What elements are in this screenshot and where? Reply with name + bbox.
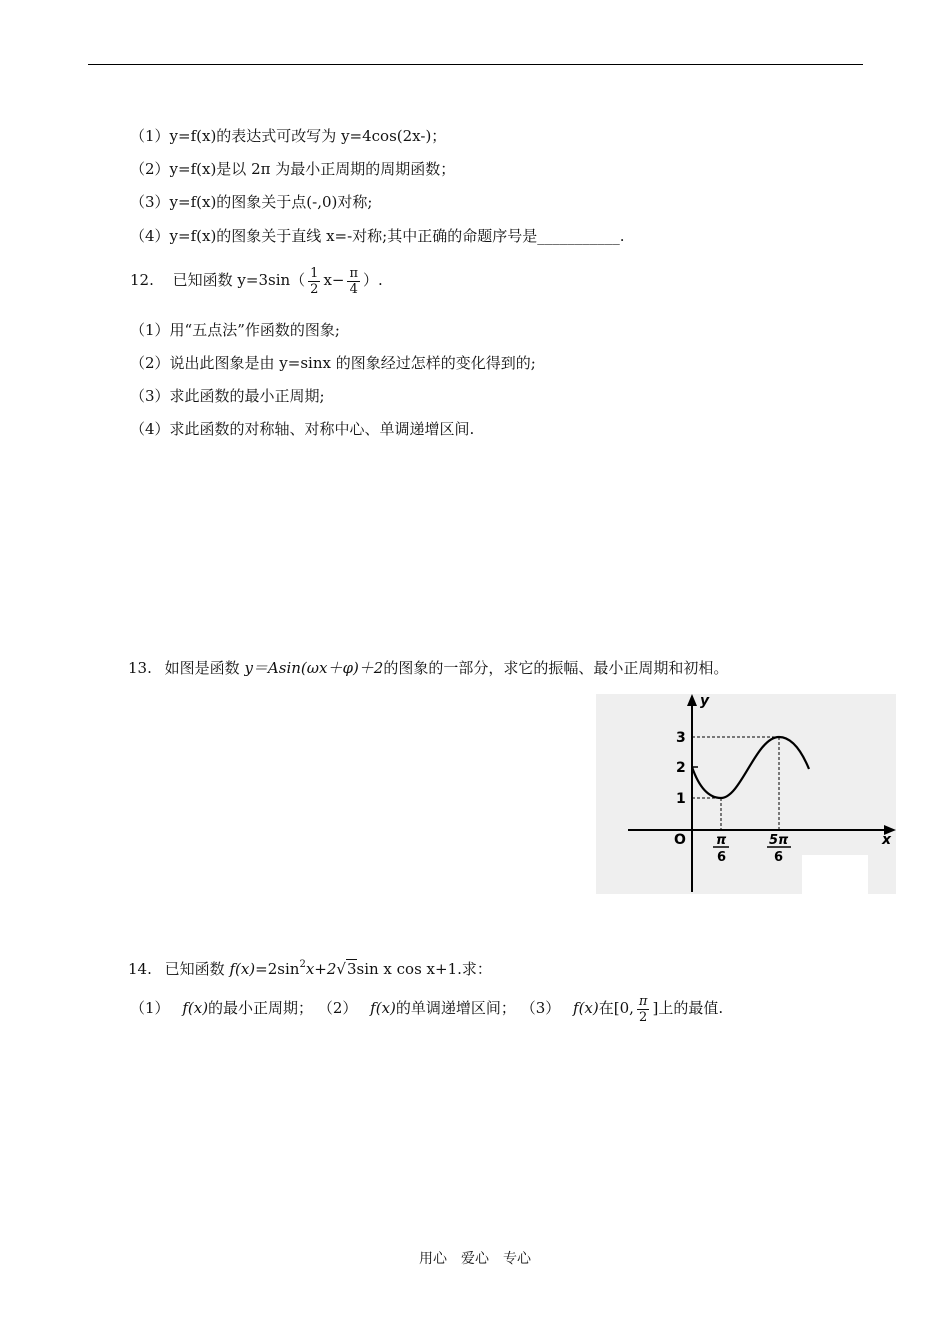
q14-tail: sin x cos x+1. [356,960,462,978]
q14-f: f(x) [229,960,256,978]
q12-prefix: 已知函数 y=3sin（ [172,271,306,289]
sine-curve [692,737,809,798]
x-axis-label: x [882,832,892,848]
q11-item-4: （4）y=f(x)的图象关于直线 x=-对称;其中正确的命题序号是___________. [130,227,625,245]
q12-question [130,262,383,298]
q14-eq: =2sin [255,960,300,978]
q14-root-sign: √ [336,960,346,978]
q13-question [128,658,728,678]
y-axis-label: y [700,694,710,709]
q14-ask: 求： [461,960,492,978]
q13-number: 13. [128,659,152,677]
q14-p3-f: f(x) [573,999,599,1017]
q14-p1: （1） [130,999,170,1017]
q14-frac-pi2: $\frac{\pi}{2}$ [638,993,648,1025]
y-axis-arrow [687,694,697,706]
q12-frac-pi4: $\frac{\pi}{4}$ [349,265,359,297]
q14-p1-text: 的最小正周期； [208,999,314,1017]
q14-root: 3 [346,960,357,978]
q14-prefix: 已知函数 [164,960,225,978]
q12-item-3: （3）求此函数的最小正周期; [130,387,325,405]
q12-item-4: （4）求此函数的对称轴、对称中心、单调递增区间. [130,420,475,438]
q14-mid: x+2 [305,960,337,978]
q12-suffix: ）. [363,271,383,289]
origin-label: O [674,832,686,848]
q12-number: 12. [130,271,154,289]
q12-item-2: （2）说出此图象是由 y=sinx 的图象经过怎样的变化得到的; [130,354,536,372]
q13-text-a: 如图是函数 [164,659,240,677]
q14-interval-close: ] [652,999,659,1017]
tick-label-1: 1 [676,791,686,807]
tick-label-2: 2 [676,760,686,776]
q11-item-3: （3）y=f(x)的图象关于点(-,0)对称; [130,193,373,211]
q14-p2: （2） [317,999,358,1017]
q13-text-b: 的图象的一部分，求它的振幅、最小正周期和初相。 [383,659,729,677]
q12-mid: x− [323,271,345,289]
q14-square: 2 [299,959,306,970]
footer: 用心 爱心 专心 [419,1251,531,1267]
q14-p3-in: 在 [598,999,614,1017]
q14-p2-text: 的单调递增区间； [395,999,516,1017]
q14-interval-open: [0, [613,999,634,1017]
tick-x2-den: 6 [774,850,784,865]
tick-label-3: 3 [676,730,686,746]
header-rule [88,64,863,65]
q14-number: 14. [128,960,152,978]
q14-question [128,955,492,979]
graph-mask [802,855,868,894]
q14-p2-f: f(x) [370,999,396,1017]
q12-item-1: （1）用“五点法”作函数的图象; [130,321,340,339]
tick-x2-num: 5π [769,833,789,848]
tick-x1-num: π [716,833,727,848]
q12-frac-half: $\frac{1}{2}$ [310,265,319,297]
q14-p3: （3） [520,999,561,1017]
q13-formula: y＝Asin(ωx＋φ)＋2 [244,659,384,677]
q11-item-1: （1）y=f(x)的表达式可改写为 y=4cos(2x-)； [130,127,447,145]
q11-item-2: （2）y=f(x)是以 2π 为最小正周期的周期函数； [130,160,456,178]
q14-p1-f: f(x) [182,999,209,1017]
q14-p3-text: 上的最值. [658,999,724,1017]
q14-parts [130,990,723,1026]
tick-x1-den: 6 [717,850,727,865]
